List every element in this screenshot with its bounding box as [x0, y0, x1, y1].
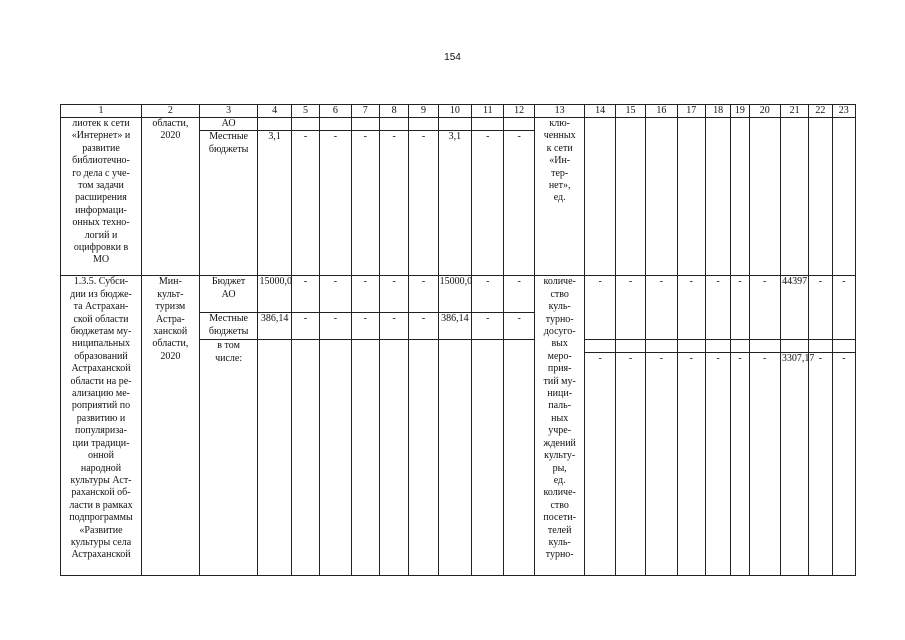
value-cell: 386,14	[438, 313, 471, 340]
indicator-value-cell: -	[615, 353, 645, 576]
value-cell: -	[504, 313, 534, 340]
header-cell: 8	[379, 105, 408, 118]
value-cell: -	[504, 131, 534, 276]
header-cell: 11	[472, 105, 504, 118]
value-cell: -	[351, 313, 379, 340]
indicator-cell: количе- ство куль- турно- досуго- вых меро- прия- тий му- ници- паль- ных учре- ждений культу- ры, ед. количе- ство посети- телей куль- турно-	[534, 276, 585, 576]
header-cell: 12	[504, 105, 534, 118]
indicator-value-cell: -	[832, 276, 855, 340]
value-cell: -	[409, 313, 438, 340]
header-cell: 17	[677, 105, 705, 118]
indicator-value-cell: -	[731, 276, 749, 340]
header-cell: 9	[409, 105, 438, 118]
header-cell: 18	[705, 105, 730, 118]
indicator-value-cell: -	[731, 353, 749, 576]
value-cell: -	[472, 276, 504, 313]
value-cell: 3,1	[258, 131, 291, 276]
value-cell: -	[320, 131, 351, 276]
header-cell: 3	[199, 105, 258, 118]
measure-name-cell: лиотек к сети «Интернет» и развитие библиотечно- го дела с уче- том задачи расширения информаци- онных техно- логий и оцифровки в МО	[61, 118, 142, 276]
funding-source-cell: Местные бюджеты	[199, 313, 258, 340]
header-cell: 15	[615, 105, 645, 118]
funding-source-cell: Бюджет АО	[199, 276, 258, 313]
indicator-value-cell: -	[705, 276, 730, 340]
value-cell: 15000,0	[438, 276, 471, 313]
value-cell: -	[291, 313, 319, 340]
header-cell: 6	[320, 105, 351, 118]
header-cell: 2	[142, 105, 200, 118]
header-cell: 21	[780, 105, 808, 118]
value-cell: -	[379, 131, 408, 276]
executor-cell: области, 2020	[142, 118, 200, 276]
header-cell: 7	[351, 105, 379, 118]
value-cell: -	[320, 276, 351, 313]
value-cell: -	[504, 276, 534, 313]
value-cell: -	[291, 131, 319, 276]
indicator-value-cell: -	[585, 276, 615, 340]
header-cell: 23	[832, 105, 855, 118]
value-cell: -	[409, 131, 438, 276]
indicator-value-cell: -	[646, 276, 677, 340]
measure-name-cell: 1.3.5. Субси- дии из бюдже- та Астрахан- ской области бюджетам му- ниципальных образований Астраханской области на ре- ализацию ме- роприятий по развитию и популяриза- ции традици- онной народной культуры Аст- раханской об- ласти в рамках подпрограммы «Развитие культуры села Астраханской	[61, 276, 142, 576]
indicator-cell: клю- ченных к сети «Ин- тер- нет», ед.	[534, 118, 585, 276]
header-cell: 19	[731, 105, 749, 118]
header-cell: 10	[438, 105, 471, 118]
value-cell: 15000,0	[258, 276, 291, 313]
indicator-value-cell: -	[585, 353, 615, 576]
executor-cell: Мин- культ- туризм Астра- ханской области, 2020	[142, 276, 200, 576]
indicator-value-cell: 44397	[780, 276, 808, 340]
indicator-value-cell: 3307,17	[780, 353, 808, 576]
indicator-value-cell: -	[646, 353, 677, 576]
value-cell: -	[351, 276, 379, 313]
table-row	[61, 118, 856, 131]
table-row	[61, 276, 856, 313]
funding-source-cell: Местные бюджеты	[199, 131, 258, 276]
funding-source-cell: в том числе:	[199, 340, 258, 576]
table-header-row	[61, 105, 856, 118]
indicator-value-cell: -	[809, 353, 832, 576]
page-number: 154	[444, 52, 461, 63]
indicator-value-cell: -	[615, 276, 645, 340]
indicator-value-cell: -	[749, 353, 780, 576]
indicator-value-cell: -	[677, 353, 705, 576]
header-cell: 4	[258, 105, 291, 118]
header-cell: 14	[585, 105, 615, 118]
value-cell: -	[379, 313, 408, 340]
header-cell: 1	[61, 105, 142, 118]
value-cell: 386,14	[258, 313, 291, 340]
indicator-value-cell: -	[677, 276, 705, 340]
indicator-value-cell: -	[809, 276, 832, 340]
header-cell: 22	[809, 105, 832, 118]
funding-source-cell: АО	[199, 118, 258, 131]
value-cell: -	[351, 131, 379, 276]
header-cell: 16	[646, 105, 677, 118]
value-cell: 3,1	[438, 131, 471, 276]
value-cell: -	[291, 276, 319, 313]
indicator-value-cell: -	[749, 276, 780, 340]
indicator-value-cell: -	[832, 353, 855, 576]
data-table	[60, 104, 856, 576]
value-cell: -	[379, 276, 408, 313]
header-cell: 5	[291, 105, 319, 118]
header-cell: 13	[534, 105, 585, 118]
value-cell: -	[409, 276, 438, 313]
value-cell: -	[472, 131, 504, 276]
indicator-value-cell: -	[705, 353, 730, 576]
value-cell: -	[320, 313, 351, 340]
header-cell: 20	[749, 105, 780, 118]
value-cell: -	[472, 313, 504, 340]
